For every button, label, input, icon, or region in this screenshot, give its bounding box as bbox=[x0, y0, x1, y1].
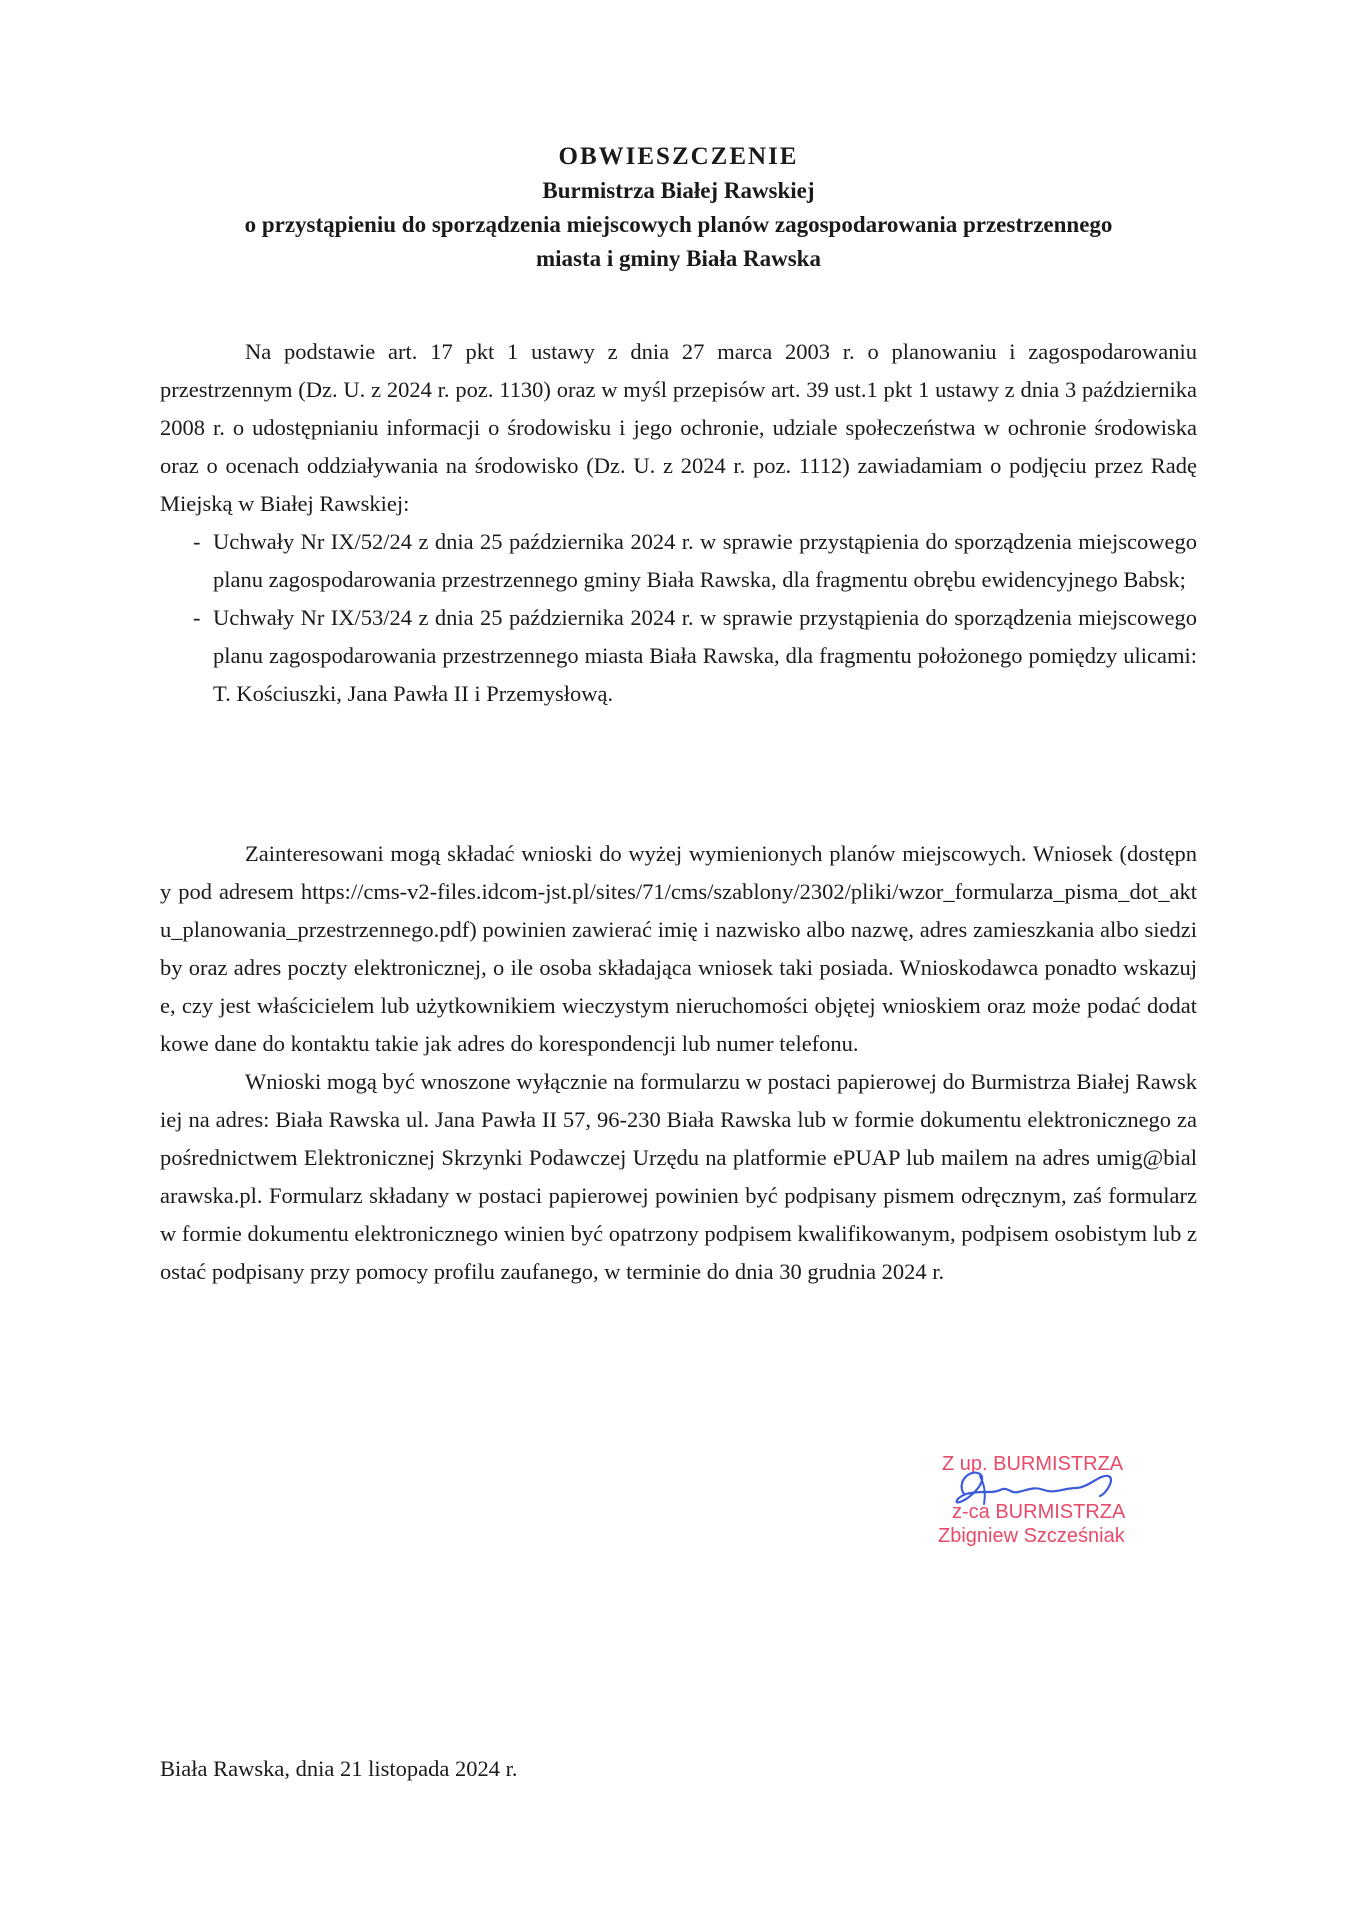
stamp-line-authorization: Z up. BURMISTRZA bbox=[942, 1453, 1124, 1475]
list-dash: - bbox=[193, 605, 201, 630]
document-header bbox=[160, 140, 1197, 276]
signature-stamp bbox=[930, 1452, 1170, 1572]
applications-paragraph: Zainteresowani mogą składać wnioski do wyżej wymienionych planów miejscowych. Wniosek (dostępny pod adresem https://cms-v2-files.idcom-jst.pl/sites/71/cms/szablony/2302/pliki/wzor_formularza_pisma_dot_aktu_planowania_przestrzennego.pdf) powinien zawierać imię i nazwisko albo nazwę, adres zamieszkania albo siedziby oraz adres poczty elektronicznej, o ile osoba składająca wniosek taki posiada. Wnioskodawca ponadto wskazuje, czy jest właścicielem lub użytkownikiem wieczystym nieruchomości objętej wnioskiem oraz może podać dodatkowe dane do kontaktu takie jak adres do korespondencji lub numer telefonu. bbox=[160, 841, 1197, 1056]
stamp-line-name: Zbigniew Szcześniak bbox=[938, 1525, 1125, 1547]
subject-line-continued: miasta i gminy Biała Rawska bbox=[536, 246, 821, 271]
issuer-line: Burmistrza Białej Rawskiej bbox=[542, 178, 815, 203]
resolutions-list bbox=[160, 523, 1197, 713]
resolution-text: Uchwały Nr IX/52/24 z dnia 25 października 2024 r. w sprawie przystąpienia do sporządzenia miejscowego planu zagospodarowania przestrzennego gminy Biała Rawska, dla fragmentu obrębu ewidencyjnego Babsk; bbox=[213, 529, 1197, 592]
resolution-item bbox=[160, 599, 1197, 713]
stamp-line-deputy: z-ca BURMISTRZA bbox=[952, 1501, 1126, 1523]
submission-paragraph: Wnioski mogą być wnoszone wyłącznie na formularzu w postaci papierowej do Burmistrza Białej Rawskiej na adres: Biała Rawska ul. Jana Pawła II 57, 96-230 Biała Rawska lub w formie dokumentu elektronicznego za pośrednictwem Elektronicznej Skrzynki Podawczej Urzędu na platformie ePUAP lub mailem na adres umig@bialarawska.pl. Formularz składany w postaci papierowej powinien być podpisany pismem odręcznym, zaś formularz w formie dokumentu elektronicznego winien być opatrzony podpisem kwalifikowanym, podpisem osobistym lub zostać podpisany przy pomocy profilu zaufanego, w terminie do dnia 30 grudnia 2024 r. bbox=[160, 1069, 1197, 1284]
main-notice-section bbox=[160, 333, 1197, 713]
applications-section bbox=[160, 835, 1197, 1291]
place-and-date: Biała Rawska, dnia 21 listopada 2024 r. bbox=[160, 1756, 518, 1781]
resolution-text: Uchwały Nr IX/53/24 z dnia 25 października 2024 r. w sprawie przystąpienia do sporządzenia miejscowego planu zagospodarowania przestrzennego miasta Biała Rawska, dla fragmentu położonego pomiędzy ulicami: T. Kościuszki, Jana Pawła II i Przemysłową. bbox=[213, 605, 1197, 706]
intro-paragraph: Na podstawie art. 17 pkt 1 ustawy z dnia 27 marca 2003 r. o planowaniu i zagospodarowaniu przestrzennym (Dz. U. z 2024 r. poz. 1130) oraz w myśl przepisów art. 39 ust.1 pkt 1 ustawy z dnia 3 października 2008 r. o udostępnianiu informacji o środowisku i jego ochronie, udziale społeczeństwa w ochronie środowiska oraz o ocenach oddziaływania na środowisko (Dz. U. z 2024 r. poz. 1112) zawiadamiam o podjęciu przez Radę Miejską w Białej Rawskiej: bbox=[160, 339, 1197, 516]
document-title: OBWIESZCZENIE bbox=[558, 143, 799, 170]
resolution-item bbox=[160, 523, 1197, 599]
subject-line: o przystąpieniu do sporządzenia miejscowych planów zagospodarowania przestrzennego bbox=[244, 212, 1113, 237]
list-dash: - bbox=[193, 529, 201, 554]
